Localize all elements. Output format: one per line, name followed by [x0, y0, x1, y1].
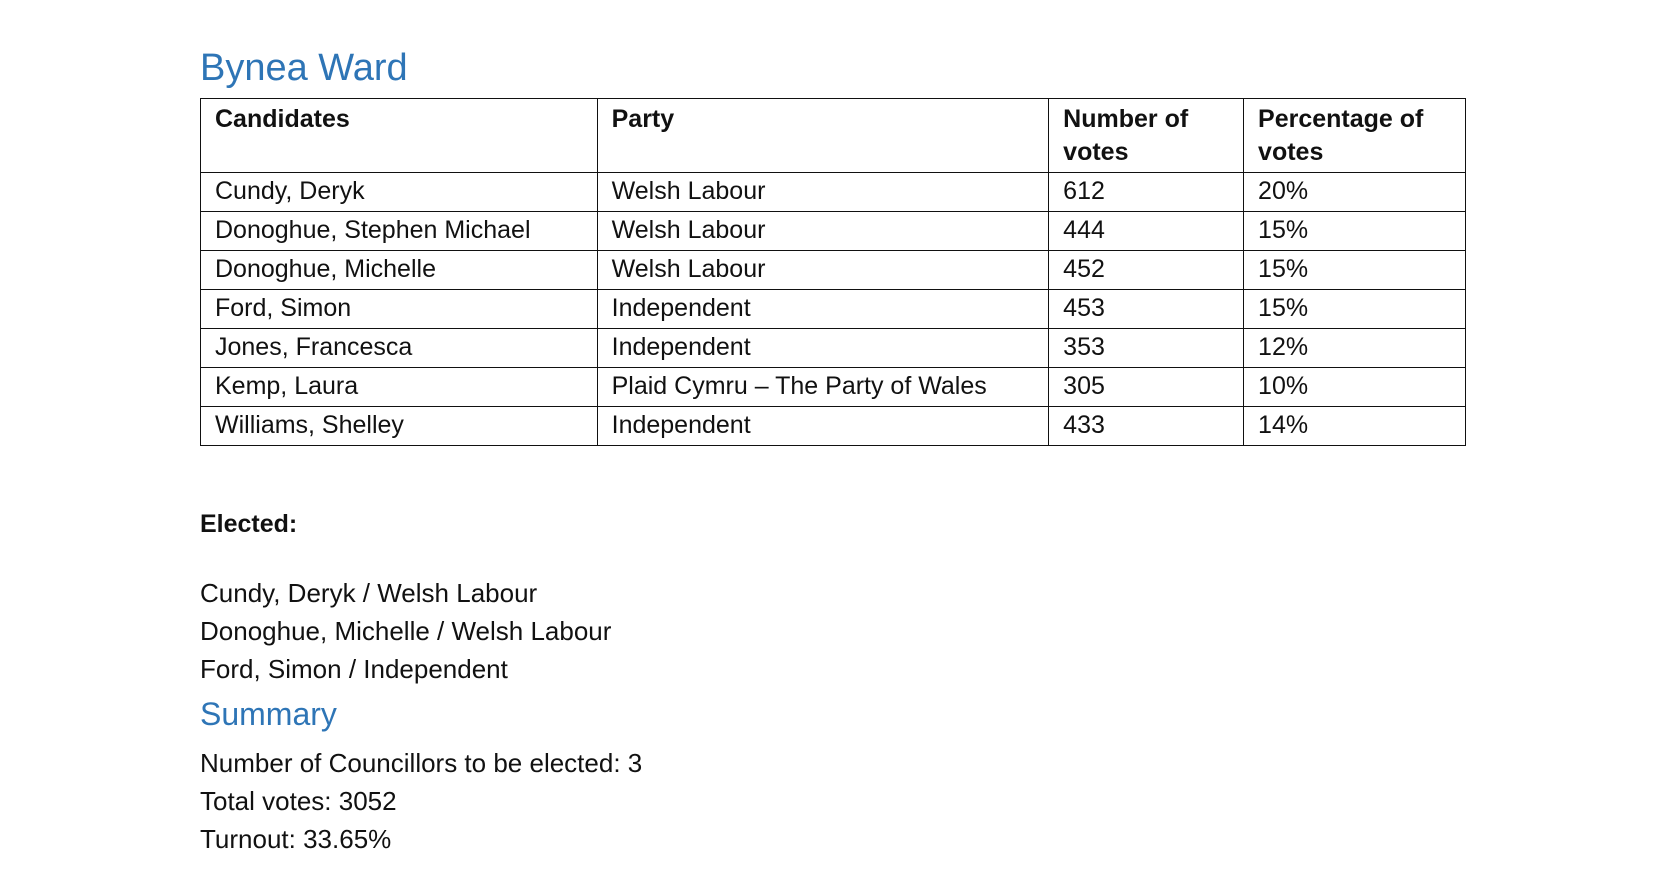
cell-votes: 444 — [1049, 212, 1244, 251]
cell-votes: 353 — [1049, 329, 1244, 368]
cell-percentage: 12% — [1244, 329, 1466, 368]
cell-candidate: Ford, Simon — [201, 290, 598, 329]
table-row — [201, 212, 1466, 251]
table-row — [201, 290, 1466, 329]
results-table — [200, 98, 1466, 446]
summary-turnout: Turnout: 33.65% — [200, 824, 392, 854]
cell-candidate: Cundy, Deryk — [201, 173, 598, 212]
table-row — [201, 251, 1466, 290]
cell-percentage: 14% — [1244, 407, 1466, 446]
header-percentage — [1244, 99, 1466, 173]
cell-party: Plaid Cymru – The Party of Wales — [597, 368, 1049, 407]
cell-candidate: Williams, Shelley — [201, 407, 598, 446]
cell-votes: 453 — [1049, 290, 1244, 329]
elected-item: Ford, Simon / Independent — [200, 654, 508, 684]
elected-list — [200, 574, 611, 688]
header-party: Party — [597, 99, 1049, 173]
cell-party: Welsh Labour — [597, 251, 1049, 290]
cell-candidate: Jones, Francesca — [201, 329, 598, 368]
cell-percentage: 15% — [1244, 251, 1466, 290]
cell-percentage: 15% — [1244, 290, 1466, 329]
elected-item: Cundy, Deryk / Welsh Labour — [200, 578, 538, 608]
table-row — [201, 407, 1466, 446]
cell-votes: 452 — [1049, 251, 1244, 290]
header-candidates: Candidates — [201, 99, 598, 173]
table-row — [201, 173, 1466, 212]
cell-votes: 612 — [1049, 173, 1244, 212]
table-row — [201, 368, 1466, 407]
cell-party: Independent — [597, 290, 1049, 329]
cell-votes: 433 — [1049, 407, 1244, 446]
cell-percentage: 10% — [1244, 368, 1466, 407]
header-percentage-line2: votes — [1258, 138, 1324, 166]
header-votes — [1049, 99, 1244, 173]
elected-heading: Elected: — [200, 510, 298, 538]
ward-title: Bynea Ward — [200, 47, 408, 89]
header-votes-line2: votes — [1063, 138, 1129, 166]
table-header-row — [201, 99, 1466, 173]
cell-votes: 305 — [1049, 368, 1244, 407]
header-percentage-line1: Percentage of — [1258, 105, 1424, 133]
cell-party: Welsh Labour — [597, 173, 1049, 212]
summary-councillors: Number of Councillors to be elected: 3 — [200, 748, 643, 778]
summary-total-votes: Total votes: 3052 — [200, 786, 397, 816]
table-row — [201, 329, 1466, 368]
summary-title: Summary — [200, 696, 337, 732]
cell-party: Independent — [597, 329, 1049, 368]
header-votes-line1: Number of — [1063, 105, 1189, 133]
cell-candidate: Donoghue, Stephen Michael — [201, 212, 598, 251]
cell-party: Welsh Labour — [597, 212, 1049, 251]
cell-percentage: 15% — [1244, 212, 1466, 251]
summary-list — [200, 744, 642, 858]
document-page — [200, 38, 1470, 446]
cell-candidate: Donoghue, Michelle — [201, 251, 598, 290]
elected-item: Donoghue, Michelle / Welsh Labour — [200, 616, 612, 646]
cell-party: Independent — [597, 407, 1049, 446]
cell-percentage: 20% — [1244, 173, 1466, 212]
cell-candidate: Kemp, Laura — [201, 368, 598, 407]
